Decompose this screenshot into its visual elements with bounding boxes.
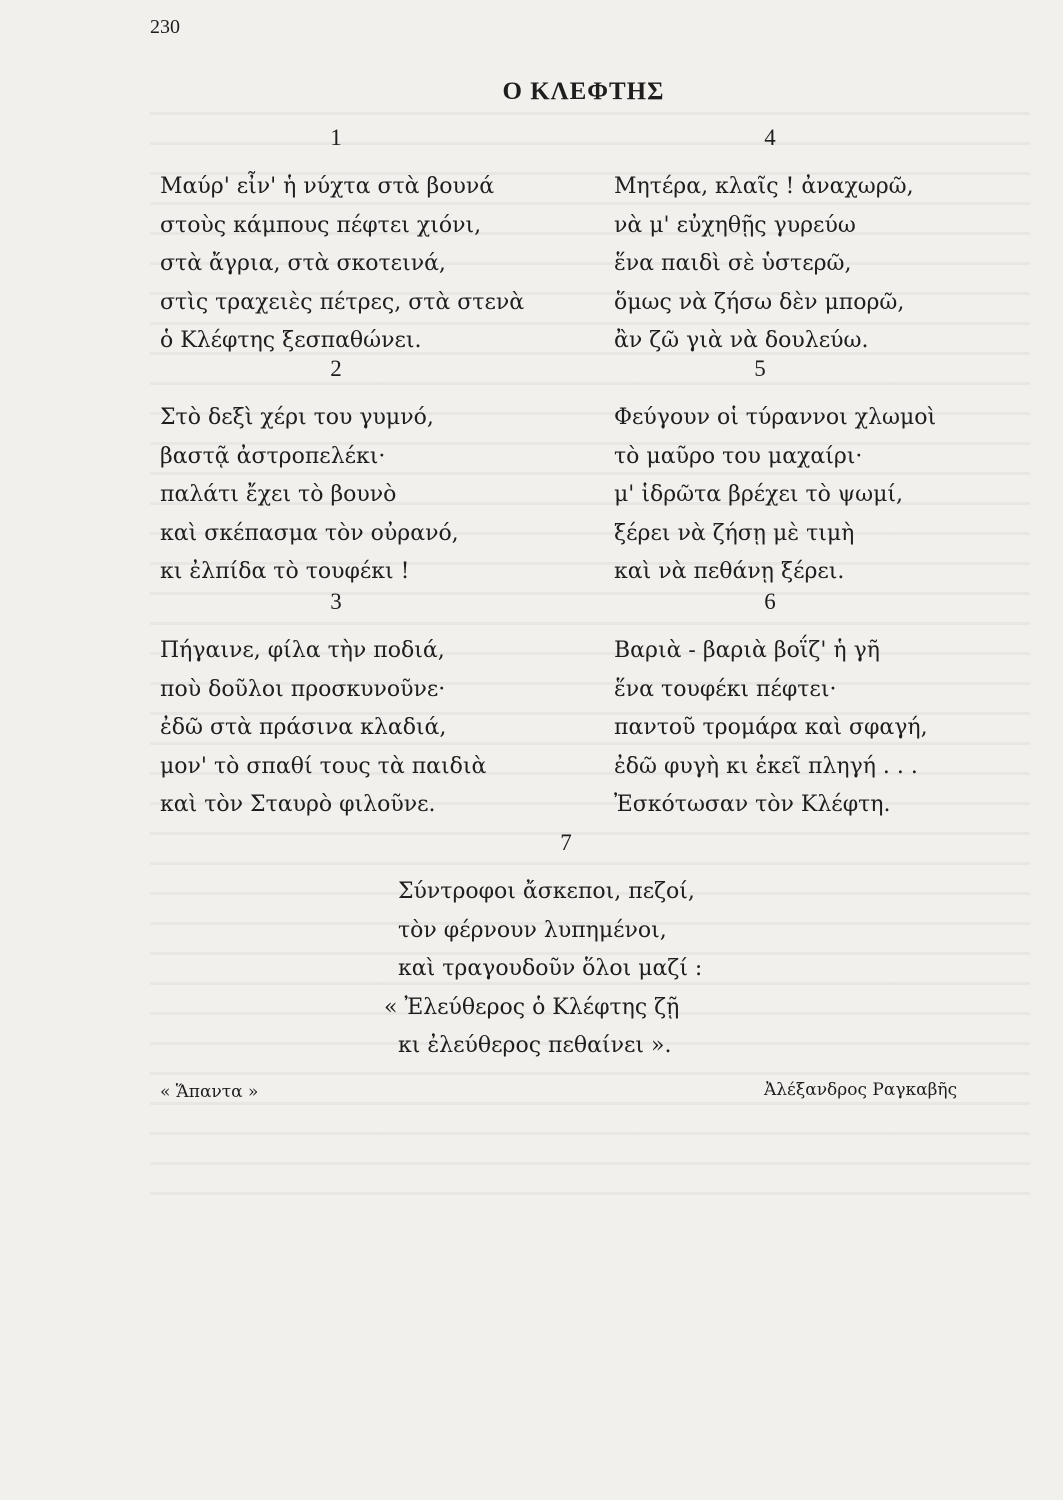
stanza-number: 5 — [754, 356, 766, 381]
poem-title: Ο ΚΛΕΦΤΗΣ — [502, 78, 665, 105]
verse-line: Φεύγουν οἱ τύραννοι χλωμοὶ — [614, 405, 937, 430]
verse-line: στοὺς κάμπους πέφτει χιόνι, — [160, 212, 482, 238]
verse-line: Πήγαινε, φίλα τὴν ποδιά, — [160, 638, 445, 663]
verse-line: καὶ σκέπασμα τὸν οὐρανό, — [160, 520, 459, 546]
verse-line: ξέρει νὰ ζήσῃ μὲ τιμὴ — [614, 520, 855, 546]
verse-line: ἕνα τουφέκι πέφτει· — [614, 676, 837, 702]
verse-line: Μαύρ' εἶν' ἡ νύχτα στὰ βουνά — [160, 174, 495, 199]
author-name: Ἀλέξανδρος Ραγκαβῆς — [764, 1080, 958, 1100]
stanza-number: 2 — [330, 356, 342, 381]
verse-line: ἐδῶ φυγὴ κι ἐκεῖ πληγή . . . — [614, 753, 918, 779]
verse-line: ὅμως νὰ ζήσω δὲν μπορῶ, — [614, 289, 905, 315]
verse-line: στὶς τραχειὲς πέτρες, στὰ στενὰ — [160, 289, 525, 315]
verse-line: ἕνα παιδὶ σὲ ὑστερῶ, — [614, 251, 852, 276]
stanza-number: 3 — [330, 589, 342, 614]
verse-line: τὸν φέρνουν λυπημένοι, — [398, 917, 667, 943]
verse-line: Σύντροφοι ἄσκεποι, πεζοί, — [398, 879, 695, 904]
verse-line: Στὸ δεξὶ χέρι του γυμνό, — [160, 405, 434, 430]
verse-line: κι ἐλπίδα τὸ τουφέκι ! — [160, 559, 410, 584]
verse-line: βαστᾷ ἀστροπελέκι· — [160, 443, 386, 469]
page-number: 230 — [150, 16, 180, 38]
verse-line: Μητέρα, κλαῖς ! ἀναχωρῶ, — [614, 174, 914, 199]
stanza-number: 4 — [764, 125, 776, 150]
verse-line: ἐδῶ στὰ πράσινα κλαδιά, — [160, 715, 447, 740]
verse-line: νὰ μ' εὐχηθῇς γυρεύω — [614, 212, 856, 238]
verse-line: Βαριὰ - βαριὰ βοΐζ' ἡ γῆ — [614, 638, 880, 663]
verse-line: Ἐσκότωσαν τὸν Κλέφτη. — [614, 792, 891, 817]
verse-line: μ' ἱδρῶτα βρέχει τὸ ψωμί, — [614, 482, 904, 507]
verse-line: ἂν ζῶ γιὰ νὰ δουλεύω. — [614, 328, 869, 353]
verse-line: « Ἐλεύθερος ὁ Κλέφτης ζῇ — [384, 994, 680, 1020]
verse-line: ποὺ δοῦλοι προσκυνοῦνε· — [160, 676, 446, 702]
stanza-number: 7 — [560, 830, 572, 855]
stanza-number: 1 — [330, 125, 342, 150]
source-citation: « Ἅπαντα » — [160, 1082, 259, 1102]
verse-line: καὶ νὰ πεθάνῃ ξέρει. — [614, 559, 845, 584]
verse-line: καὶ τραγουδοῦν ὅλοι μαζί : — [398, 956, 703, 981]
verse-line: ὁ Κλέφτης ξεσπαθώνει. — [160, 328, 422, 353]
verse-line: μον' τὸ σπαθί τους τὰ παιδιὰ — [160, 753, 487, 779]
verse-line: καὶ τὸν Σταυρὸ φιλοῦνε. — [160, 792, 436, 817]
verse-line: παλάτι ἔχει τὸ βουνὸ — [160, 482, 397, 507]
verse-line: τὸ μαῦρο του μαχαίρι· — [614, 443, 863, 469]
stanza-number: 6 — [764, 589, 776, 614]
verse-line: παντοῦ τρομάρα καὶ σφαγή, — [614, 715, 928, 740]
verse-line: κι ἐλεύθερος πεθαίνει ». — [398, 1033, 672, 1058]
verse-line: στὰ ἄγρια, στὰ σκοτεινά, — [160, 251, 446, 276]
